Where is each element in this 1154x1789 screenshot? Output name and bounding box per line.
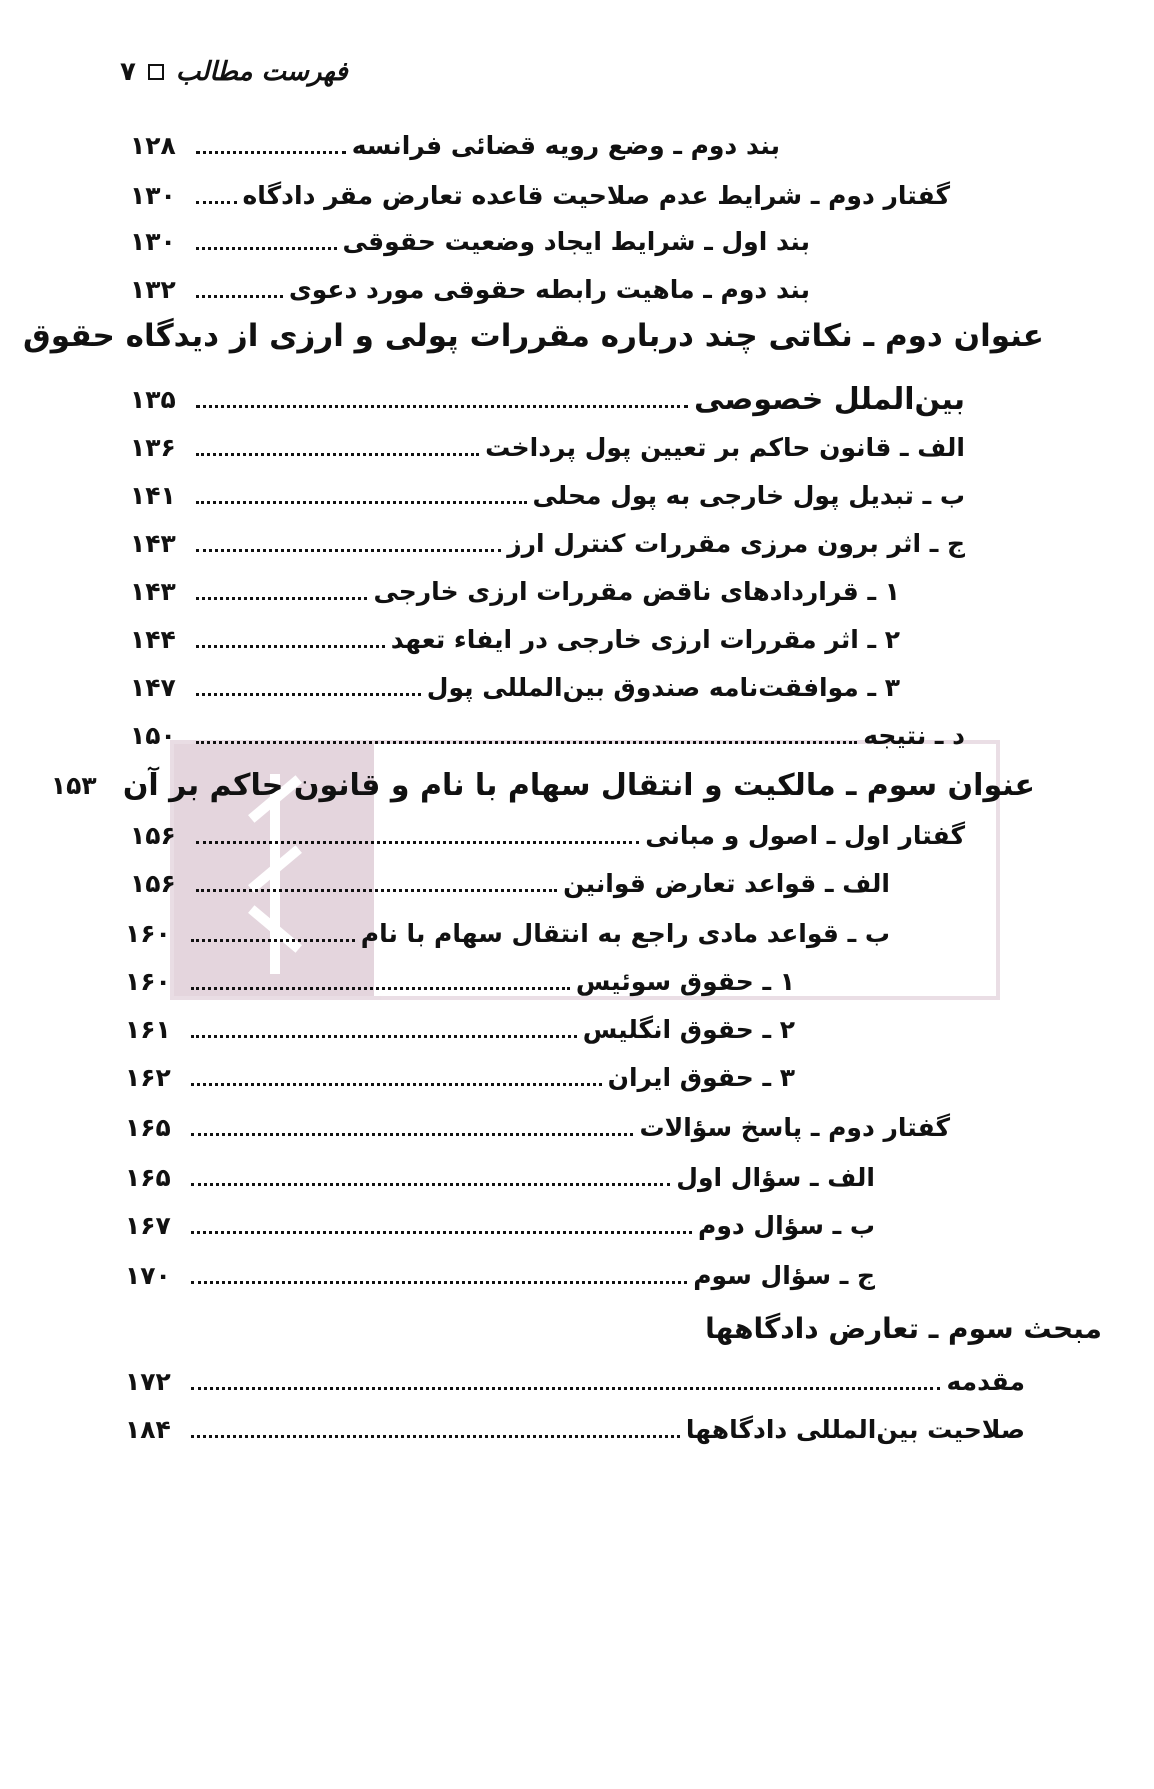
dot-leader <box>191 1231 692 1234</box>
toc-entry-page: ۱۴۴ <box>130 624 176 654</box>
dot-leader <box>196 295 283 298</box>
toc-entry <box>130 172 950 218</box>
dot-leader <box>191 939 355 942</box>
toc-entry <box>125 1104 950 1150</box>
dot-leader <box>196 247 337 250</box>
section-heading: مبحث سوم ـ تعارض دادگاهها <box>705 1312 1102 1345</box>
toc-entry <box>125 1252 875 1298</box>
toc-entry-label: گفتار دوم ـ پاسخ سؤالات <box>639 1112 950 1142</box>
dot-leader <box>196 693 421 696</box>
toc-entry-label: ج ـ سؤال سوم <box>693 1260 875 1290</box>
dot-leader <box>191 1183 670 1186</box>
toc-entry <box>130 860 890 906</box>
toc-entry-page: ۱۶۰ <box>125 918 171 948</box>
toc-entry-label: الف ـ سؤال اول <box>676 1162 875 1192</box>
dot-leader <box>191 1387 940 1390</box>
toc-entry-page: ۱۶۲ <box>125 1062 171 1092</box>
dot-leader <box>196 645 385 648</box>
toc-entry-page: ۱۷۲ <box>125 1366 171 1396</box>
dot-leader <box>196 501 527 504</box>
toc-entry-page: ۱۴۳ <box>130 576 176 606</box>
toc-entry <box>130 376 965 422</box>
toc-entry-label: عنوان سوم ـ مالکیت و انتقال سهام با نام و قانون حاکم بر آن <box>122 767 1035 803</box>
toc-entry-label: بند اول ـ شرایط ایجاد وضعیت حقوقی <box>342 226 810 256</box>
toc-entry <box>130 616 900 662</box>
dot-leader <box>196 201 237 204</box>
toc-entry <box>125 958 795 1004</box>
toc-entry-label: ب ـ سؤال دوم <box>698 1210 875 1240</box>
toc-entry <box>125 1358 1025 1404</box>
toc-entry-label: گفتار اول ـ اصول و مبانی <box>645 820 965 850</box>
toc-entry-label: مقدمه <box>946 1366 1025 1396</box>
toc-entry-label: د ـ نتیجه <box>863 720 965 750</box>
toc-entry-page: ۱۶۵ <box>125 1112 171 1142</box>
toc-entry <box>130 122 780 168</box>
toc-entry-page: ۱۸۴ <box>125 1414 171 1444</box>
dot-leader <box>196 597 367 600</box>
toc-entry-page: ۱۲۸ <box>130 130 176 160</box>
toc-entry-label: الف ـ قانون حاکم بر تعیین پول پرداخت <box>485 432 965 462</box>
dot-leader <box>196 151 346 154</box>
toc-entry <box>125 1054 795 1100</box>
toc-entry <box>125 910 890 956</box>
toc-entry-label: صلاحیت بین‌المللی دادگاهها <box>685 1414 1025 1444</box>
toc-entry-page: ۱۶۱ <box>125 1014 171 1044</box>
toc-entry-label: ب ـ قواعد مادی راجع به انتقال سهام با نام <box>360 918 890 948</box>
dot-leader <box>196 889 557 892</box>
header-title: فهرست مطالب <box>175 57 348 87</box>
dot-leader <box>191 1133 633 1136</box>
toc-entry-page: ۱۶۰ <box>125 966 171 996</box>
toc-entry-label: بند دوم ـ وضع رویه قضائی فرانسه <box>351 130 780 160</box>
toc-entry-page: ۱۳۶ <box>130 432 176 462</box>
toc-entry-page: ۱۶۵ <box>125 1162 171 1192</box>
dot-leader <box>196 741 857 744</box>
toc-entry <box>130 472 965 518</box>
dot-leader <box>191 1083 602 1086</box>
toc-entry-label: ۳ ـ حقوق ایران <box>607 1062 795 1092</box>
dot-leader <box>191 1035 577 1038</box>
toc-entry-page: ۱۴۳ <box>130 528 176 558</box>
toc-entry <box>130 712 965 758</box>
toc-entry-page: ۱۵۰ <box>130 720 176 750</box>
toc-entry-label: ب ـ تبدیل پول خارجی به پول محلی <box>532 480 965 510</box>
toc-entry <box>125 1154 875 1200</box>
toc-entry <box>130 424 965 470</box>
dot-leader <box>196 841 639 844</box>
dot-leader <box>196 549 501 552</box>
toc-entry-label: ۳ ـ موافقت‌نامه صندوق بین‌المللی پول <box>426 672 900 702</box>
toc-entry-page: ۱۳۲ <box>130 274 176 304</box>
dot-leader <box>191 1281 687 1284</box>
toc-entry-page: ۱۶۷ <box>125 1210 171 1240</box>
toc-entry-label: ۲ ـ حقوق انگلیس <box>582 1014 795 1044</box>
toc-entry-label: ج ـ اثر برون مرزی مقررات کنترل ارز <box>507 528 965 558</box>
dot-leader <box>191 987 570 990</box>
toc-entry-label: ۱ ـ قراردادهای ناقض مقررات ارزی خارجی <box>373 576 900 606</box>
toc-entry <box>130 568 900 614</box>
toc-entry-label: ۱ ـ حقوق سوئیس <box>575 966 795 996</box>
toc-entry <box>130 812 965 858</box>
dot-leader <box>196 453 479 456</box>
toc-entry <box>130 520 965 566</box>
toc-entry-label: بند دوم ـ ماهیت رابطه حقوقی مورد دعوی <box>288 274 810 304</box>
toc-entry <box>130 664 900 710</box>
toc-entry <box>125 1202 875 1248</box>
toc-entry-label: بین‌الملل خصوصی <box>694 381 965 417</box>
toc-entry <box>130 266 810 312</box>
toc-entry-page: ۱۴۱ <box>130 480 176 510</box>
dot-leader <box>191 1435 680 1438</box>
toc-entry <box>125 1006 795 1052</box>
toc-entry-page: ۱۵۳ <box>50 770 97 800</box>
toc-entry <box>125 1406 1025 1452</box>
toc-entry-label: گفتار دوم ـ شرایط عدم صلاحیت قاعده تعارض مقر دادگاه <box>242 180 950 210</box>
toc-entry-page: ۱۳۰ <box>130 180 176 210</box>
toc-entry-page: ۱۳۰ <box>130 226 176 256</box>
toc-entry-page: ۱۴۷ <box>130 672 176 702</box>
toc-entry-page: ۱۳۵ <box>130 384 176 414</box>
toc-entry-page: ۱۵۶ <box>130 868 176 898</box>
toc-entry <box>50 762 1035 808</box>
toc-entry-label: الف ـ قواعد تعارض قوانین <box>563 868 890 898</box>
dot-leader <box>196 405 688 408</box>
toc-entry-label: ۲ ـ اثر مقررات ارزی خارجی در ایفاء تعهد <box>390 624 900 654</box>
toc-entry-page: ۱۵۶ <box>130 820 176 850</box>
header-page-number: ۷ <box>120 57 136 87</box>
toc-entry <box>130 218 810 264</box>
section-heading: عنوان دوم ـ نکاتی چند درباره مقررات پولی و ارزی از دیدگاه حقوق <box>23 318 1044 354</box>
toc-entry-page: ۱۷۰ <box>125 1260 171 1290</box>
